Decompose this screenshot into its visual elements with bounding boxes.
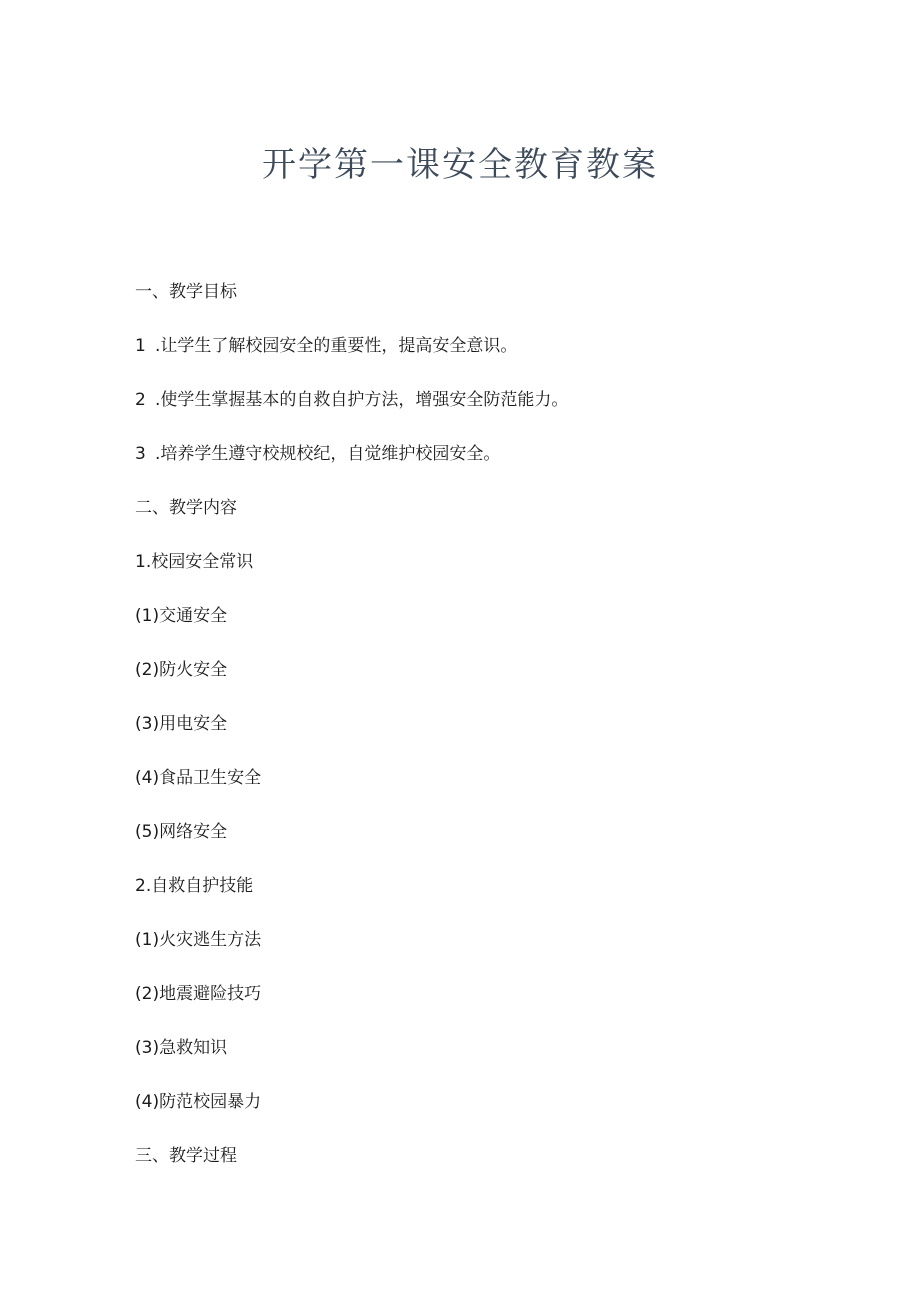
line-text: (4)食品卫生安全 — [135, 768, 262, 788]
line-text: (1)交通安全 — [135, 606, 228, 626]
item-number: 2 — [135, 390, 146, 410]
line-text: 二、教学内容 — [135, 498, 237, 518]
line-text: 2.自救自护技能 — [135, 876, 254, 896]
objective-item — [135, 442, 500, 466]
item-number: 1 — [135, 336, 146, 356]
list-item — [135, 766, 261, 790]
line-text: (3)用电安全 — [135, 714, 228, 734]
line-text: 一、教学目标 — [135, 282, 237, 302]
line-text: (1)火灾逃生方法 — [135, 930, 262, 950]
line-text: .使学生掌握基本的自救自护方法，增强安全防范能力。 — [155, 390, 569, 410]
line-text: 1.校园安全常识 — [135, 552, 254, 572]
list-item — [135, 1090, 261, 1114]
line-text: (5)网络安全 — [135, 822, 228, 842]
section-heading-content — [135, 496, 237, 520]
line-text: (3)急救知识 — [135, 1038, 228, 1058]
document-title: 开学第一课安全教育教案 — [262, 145, 658, 185]
list-item — [135, 928, 261, 952]
objective-item — [135, 334, 517, 358]
list-item — [135, 712, 227, 736]
item-number: 3 — [135, 444, 146, 464]
line-text: (4)防范校园暴力 — [135, 1092, 262, 1112]
objective-item — [135, 388, 568, 412]
line-text: .让学生了解校园安全的重要性，提高安全意识。 — [155, 336, 518, 356]
list-item — [135, 604, 227, 628]
list-item — [135, 658, 227, 682]
line-text: (2)防火安全 — [135, 660, 228, 680]
section-heading-objectives — [135, 280, 237, 304]
list-item — [135, 1036, 227, 1060]
list-item — [135, 820, 227, 844]
line-text: 三、教学过程 — [135, 1146, 237, 1166]
section-heading-process — [135, 1144, 237, 1168]
line-text: (2)地震避险技巧 — [135, 984, 262, 1004]
subsection-heading — [135, 874, 253, 898]
line-text: .培养学生遵守校规校纪，自觉维护校园安全。 — [155, 444, 501, 464]
subsection-heading — [135, 550, 253, 574]
list-item — [135, 982, 261, 1006]
